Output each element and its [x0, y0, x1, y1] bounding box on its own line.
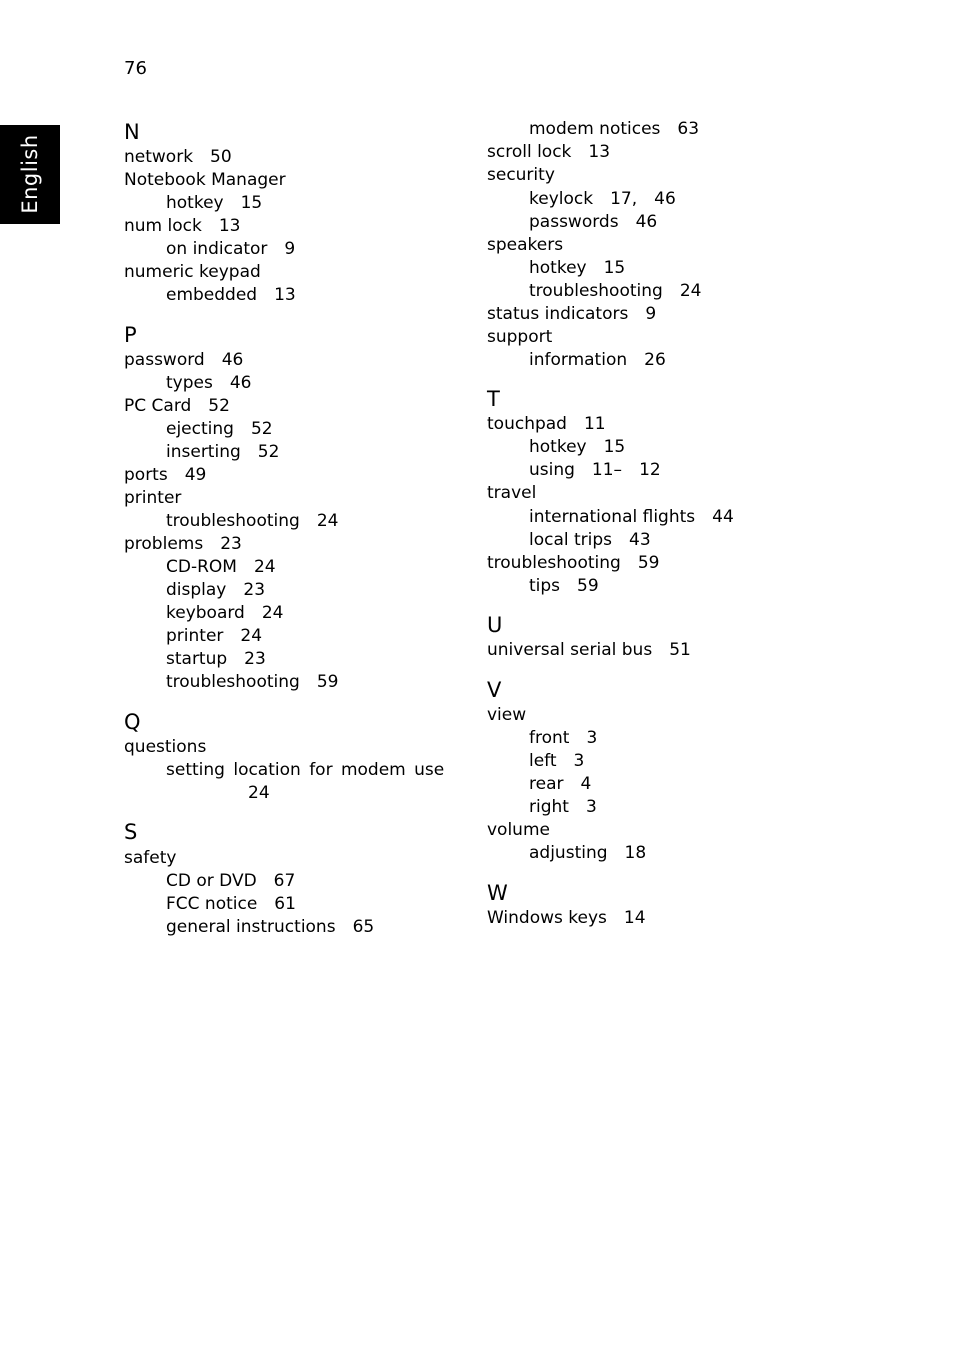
entry-term: travel	[487, 483, 537, 503]
entry-term: local trips	[529, 530, 613, 550]
entry-page: 61	[274, 894, 296, 914]
page-number: 76	[124, 58, 147, 79]
index-subentry-safety-general-instructions	[166, 916, 374, 939]
index-subentry-problems-display	[166, 579, 265, 602]
entry-term: front	[529, 728, 570, 748]
entry-term: safety	[124, 848, 177, 868]
index-subentry-support-information	[529, 349, 666, 372]
entry-term: view	[487, 705, 527, 725]
index-subentry-questions-setting-location-page	[248, 782, 270, 805]
index-entry-questions	[124, 736, 206, 759]
entry-term: information	[529, 350, 628, 370]
entry-term: ejecting	[166, 419, 234, 439]
index-subentry-password-types	[166, 372, 251, 395]
entry-page: 46	[221, 350, 244, 370]
index-entry-password	[124, 349, 243, 372]
entry-term: display	[166, 580, 227, 600]
entry-page: 65	[352, 917, 375, 937]
index-entry-ports	[124, 464, 206, 487]
entry-term: embedded	[166, 285, 258, 305]
entry-term: volume	[487, 820, 550, 840]
index-entry-printer	[124, 487, 181, 510]
entry-term: hotkey	[166, 193, 224, 213]
entry-term: password	[124, 350, 205, 370]
index-entry-num-lock	[124, 215, 240, 238]
entry-term: ports	[124, 465, 168, 485]
entry-term: troubleshooting	[166, 672, 300, 692]
entry-term: passwords	[529, 212, 619, 232]
entry-term: network	[124, 147, 194, 167]
entry-term: support	[487, 327, 553, 347]
index-subentry-security-passwords	[529, 211, 657, 234]
entry-page: 3	[585, 797, 597, 817]
index-entry-status-indicators	[487, 303, 656, 326]
index-subentry-pc-card-inserting	[166, 441, 279, 464]
index-subentry-problems-cdrom	[166, 556, 276, 579]
index-entry-universal-serial-bus	[487, 639, 691, 662]
entry-term: troubleshooting	[529, 281, 663, 301]
entry-term: inserting	[166, 442, 241, 462]
entry-term: troubleshooting	[166, 511, 300, 531]
index-entry-windows-keys	[487, 907, 646, 930]
entry-page: 52	[250, 419, 273, 439]
index-subentry-touchpad-hotkey	[529, 436, 625, 459]
entry-page: 23	[243, 580, 266, 600]
entry-term: printer	[166, 626, 224, 646]
entry-page: 11–	[591, 460, 623, 480]
entry-term: hotkey	[529, 258, 587, 278]
entry-term: hotkey	[529, 437, 587, 457]
entry-term: Windows keys	[487, 908, 607, 928]
index-letter-s: S	[124, 820, 138, 844]
entry-term: CD or DVD	[166, 871, 257, 891]
index-subentry-travel-international-flights	[529, 506, 734, 529]
index-entry-security	[487, 164, 555, 187]
entry-term: status indicators	[487, 304, 629, 324]
index-subentry-problems-printer	[166, 625, 262, 648]
index-subentry-safety-cd-dvd	[166, 870, 295, 893]
entry-term: troubleshooting	[487, 553, 621, 573]
entry-page: 59	[577, 576, 599, 596]
entry-term: international flights	[529, 507, 696, 527]
index-letter-p: P	[124, 323, 137, 347]
language-tab	[0, 125, 60, 224]
index-subentry-view-front	[529, 727, 597, 750]
entry-term: printer	[124, 488, 182, 508]
index-subentry-questions-setting-location	[166, 759, 444, 782]
entry-page: 4	[580, 774, 592, 794]
entry-term: left	[529, 751, 557, 771]
index-subentry-numeric-keypad-embedded	[166, 284, 296, 307]
language-tab-label: English	[18, 134, 42, 214]
index-subentry-safety-modem-notices	[529, 118, 699, 141]
entry-page: 43	[629, 530, 651, 550]
index-subentry-speakers-troubleshooting	[529, 280, 701, 303]
index-letter-v: V	[487, 678, 502, 702]
index-entry-touchpad	[487, 413, 606, 436]
index-letter-u: U	[487, 613, 503, 637]
entry-term: keyboard	[166, 603, 245, 623]
entry-term: modem notices	[529, 119, 661, 139]
entry-term: num lock	[124, 216, 202, 236]
entry-term: using	[529, 460, 575, 480]
entry-term: adjusting	[529, 843, 608, 863]
entry-page: 50	[210, 147, 232, 167]
index-subentry-view-rear	[529, 773, 591, 796]
entry-term: speakers	[487, 235, 564, 255]
entry-page: 24	[261, 603, 284, 623]
index-entry-troubleshooting	[487, 552, 659, 575]
entry-page: 23	[220, 534, 242, 554]
entry-page: 44	[712, 507, 734, 527]
index-subentry-view-left	[529, 750, 584, 773]
entry-page: 24	[316, 511, 339, 531]
entry-term: general instructions	[166, 917, 336, 937]
entry-page: 15	[603, 437, 626, 457]
entry-term: universal serial bus	[487, 640, 653, 660]
entry-term: questions	[124, 737, 207, 757]
index-entry-view	[487, 704, 526, 727]
index-letter-w: W	[487, 881, 508, 905]
index-entry-speakers	[487, 234, 563, 257]
index-subentry-troubleshooting-tips	[529, 575, 599, 598]
entry-term: numeric keypad	[124, 262, 261, 282]
index-subentry-problems-troubleshooting	[166, 671, 338, 694]
entry-page: 51	[669, 640, 691, 660]
entry-page: 59	[637, 553, 660, 573]
entry-page: 49	[184, 465, 207, 485]
entry-page: 9	[284, 239, 296, 259]
index-subentry-safety-fcc-notice	[166, 893, 296, 916]
entry-term: CD-ROM	[166, 557, 237, 577]
index-entry-support	[487, 326, 552, 349]
entry-term: rear	[529, 774, 564, 794]
entry-page: 52	[257, 442, 280, 462]
entry-page: 24	[679, 281, 702, 301]
index-entry-safety	[124, 847, 176, 870]
entry-page: 24	[253, 557, 276, 577]
index-letter-n: N	[124, 120, 140, 144]
entry-page: 24	[248, 783, 270, 803]
entry-page: 9	[645, 304, 657, 324]
index-entry-network	[124, 146, 232, 169]
index-subentry-touchpad-using	[529, 459, 661, 482]
index-subentry-printer-troubleshooting	[166, 510, 338, 533]
index-subentry-volume-adjusting	[529, 842, 646, 865]
entry-term: keylock	[529, 189, 594, 209]
entry-page: 46	[229, 373, 252, 393]
entry-term: touchpad	[487, 414, 567, 434]
entry-term: problems	[124, 534, 204, 554]
entry-term: types	[166, 373, 213, 393]
entry-term: PC Card	[124, 396, 192, 416]
entry-page: 59	[316, 672, 339, 692]
index-subentry-travel-local-trips	[529, 529, 651, 552]
index-entry-travel	[487, 482, 536, 505]
entry-page: 3	[573, 751, 585, 771]
index-entry-scroll-lock	[487, 141, 610, 164]
index-subentry-problems-keyboard	[166, 602, 284, 625]
entry-page: 13	[588, 142, 611, 162]
entry-term: startup	[166, 649, 228, 669]
entry-term: setting location for modem use	[166, 760, 445, 780]
entry-page: 13	[218, 216, 241, 236]
entry-page: 23	[244, 649, 266, 669]
index-subentry-view-right	[529, 796, 597, 819]
entry-term: on indicator	[166, 239, 268, 259]
entry-page: 15	[240, 193, 263, 213]
index-letter-t: T	[487, 387, 500, 411]
index-subentry-speakers-hotkey	[529, 257, 625, 280]
entry-page-2: 46	[654, 189, 676, 209]
entry-term: scroll lock	[487, 142, 572, 162]
entry-term: right	[529, 797, 569, 817]
entry-page: 46	[635, 212, 658, 232]
index-subentry-notebook-manager-hotkey	[166, 192, 262, 215]
entry-page: 26	[644, 350, 666, 370]
entry-page: 67	[273, 871, 296, 891]
entry-term: security	[487, 165, 555, 185]
entry-term: Notebook Manager	[124, 170, 286, 190]
entry-page: 17,	[610, 189, 638, 209]
index-subentry-security-keylock	[529, 188, 676, 211]
index-entry-pc-card	[124, 395, 230, 418]
index-subentry-num-lock-on-indicator	[166, 238, 295, 261]
entry-page: 63	[677, 119, 700, 139]
index-entry-problems	[124, 533, 242, 556]
entry-page: 3	[586, 728, 598, 748]
entry-page: 18	[624, 843, 647, 863]
index-entry-volume	[487, 819, 550, 842]
index-entry-numeric-keypad	[124, 261, 261, 284]
entry-term: FCC notice	[166, 894, 258, 914]
entry-page: 11	[583, 414, 606, 434]
entry-page: 24	[240, 626, 263, 646]
entry-page: 52	[208, 396, 230, 416]
entry-page-2: 12	[639, 460, 661, 480]
entry-page: 15	[603, 258, 626, 278]
entry-term: tips	[529, 576, 561, 596]
entry-page: 13	[274, 285, 296, 305]
index-subentry-pc-card-ejecting	[166, 418, 273, 441]
index-subentry-problems-startup	[166, 648, 266, 671]
index-entry-notebook-manager	[124, 169, 286, 192]
entry-page: 14	[623, 908, 646, 928]
index-letter-q: Q	[124, 710, 141, 734]
